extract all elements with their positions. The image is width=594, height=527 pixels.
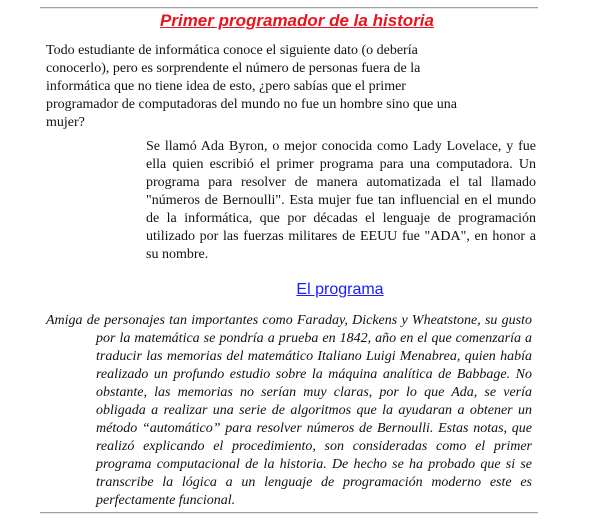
section-title-link[interactable]: El programa — [296, 281, 384, 298]
page-title: Primer programador de la historia — [160, 11, 434, 30]
ada-byron-paragraph: Se llamó Ada Byron, o mejor conocida como Lady Lovelace, y fue ella quien escribió el primer programa para una computadora. Un programa para resolver de manera automatizada el tal llamado "números de Bernoulli". Esta mujer fue tan influencial en el mundo de la informática, que por décadas el lenguaje de programación utilizado por las fuerzas militares de EEUU fue "ADA", en honor a su nombre. — [146, 139, 536, 262]
bottom-divider — [40, 512, 538, 514]
program-paragraph: Amiga de personajes tan importantes como Faraday, Dickens y Wheatstone, su gusto por la matemática se pondría a prueba en 1842, año en el que comenzaría a traducir las memorias del matemático Italiano Luigi Menabrea, quien había realizado un profundo estudio sobre la máquina analítica de Babbage. No obstante, las memorias no serían muy claras, por lo que Ada, se vería obligada a realizar una serie de algoritmos que la ayudaran a obtener un método “automático” para resolver números de Bernoulli. Estas notas, que realizó explicando el procedimiento, son consideradas como el primer programa computacional de la historia. De hecho se ha probado que si se transcribe la lógica a un lenguaje de programación moderno este es perfectamente funcional. — [46, 313, 532, 508]
top-divider — [40, 7, 538, 9]
intro-paragraph: Todo estudiante de informática conoce el siguiente dato (o debería conocerlo), pero es sorprendente el número de personas fuera de la informática que no tiene idea de esto, ¿pero sabías que el primer programador de computadoras del mundo no fue un hombre sino que una mujer? — [46, 43, 457, 130]
